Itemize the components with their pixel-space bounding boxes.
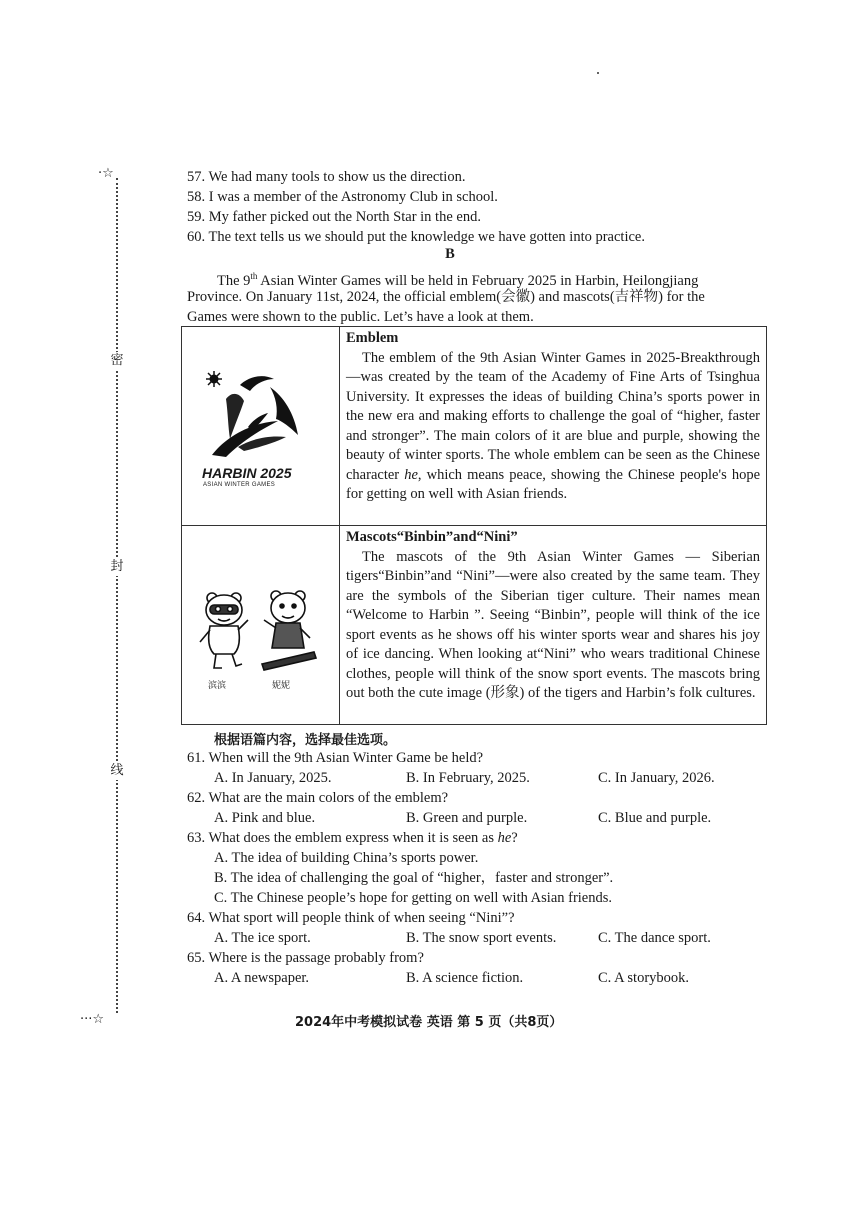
option-61-c: C. In January, 2026.	[598, 770, 715, 786]
emblem-logo-title: HARBIN 2025	[202, 465, 292, 481]
option-63-a: A. The idea of building China’s sports power.	[214, 850, 479, 866]
mascots-image-cell	[182, 526, 340, 725]
option-63-c: C. The Chinese people’s hope for getting on well with Asian friends.	[214, 890, 613, 906]
emblem-logo-icon	[182, 327, 339, 525]
emblem-logo	[182, 327, 339, 525]
binding-star-bottom: ···☆	[80, 1012, 105, 1027]
info-table	[181, 326, 767, 725]
statement-59: 59. My father picked out the North Star in the end.	[187, 209, 481, 225]
stray-dot	[597, 72, 599, 74]
question-63: 63. What does the emblem express when it is seen as he?	[187, 830, 518, 846]
option-64-c: C. The dance sport.	[598, 930, 711, 946]
mascots-icon	[182, 526, 339, 724]
binding-mark-line: 线	[106, 762, 128, 780]
option-64-b: B. The snow sport events.	[406, 930, 557, 946]
statement-60: 60. The text tells us we should put the knowledge we have gotten into practice.	[187, 229, 645, 245]
mascots-heading: Mascots“Binbin”and“Nini”	[346, 529, 518, 545]
mascot-label-binbin: 滨滨	[208, 681, 227, 691]
mascots-illustration	[182, 526, 339, 724]
binding-line	[116, 178, 118, 1013]
option-61-b: B. In February, 2025.	[406, 770, 530, 786]
option-62-a: A. Pink and blue.	[214, 810, 316, 826]
binding-star-top: ·☆	[98, 166, 114, 181]
emblem-text-cell	[340, 327, 767, 526]
emblem-logo-subtitle: ASIAN WINTER GAMES	[203, 482, 276, 488]
page-footer: 2024年中考模拟试卷 英语 第 5 页（共8页）	[295, 1015, 563, 1030]
mascot-label-nini: 妮妮	[272, 681, 291, 691]
instruction: 根据语篇内容，选择最佳选项。	[214, 733, 397, 748]
option-64-a: A. The ice sport.	[214, 930, 311, 946]
statement-57: 57. We had many tools to show us the direction.	[187, 169, 466, 185]
mascots-body: The mascots of the 9th Asian Winter Games — Siberian tigers“Binbin”and “Nini”—were also created by the same team. They are the symbols of the Siberian tiger culture. Their names mean “Welcome to Harbin ”. Seeing “Binbin”, people will think of the ice sport events as he shows off his winter sports wear and shares his joy of ice dancing. When looking at“Nini” who wears traditional Chinese clothes, people will think of the snow sport events. The mascots bring out both the cute image (形象) of the tigers and Harbin’s folk cultures.	[346, 548, 760, 701]
question-62: 62. What are the main colors of the emblem?	[187, 790, 449, 806]
mascots-text-cell	[340, 526, 767, 725]
question-65: 65. Where is the passage probably from?	[187, 950, 424, 966]
intro-line-3: Games were shown to the public. Let’s have a look at them.	[187, 309, 534, 325]
binding-mark-close: 封	[106, 558, 128, 576]
option-63-b: B. The idea of challenging the goal of “higher，faster and stronger”.	[214, 870, 614, 886]
option-61-a: A. In January, 2025.	[214, 770, 332, 786]
option-65-a: A. A newspaper.	[214, 970, 310, 986]
emblem-heading: Emblem	[346, 330, 399, 346]
option-62-b: B. Green and purple.	[406, 810, 528, 826]
question-64: 64. What sport will people think of when seeing “Nini”?	[187, 910, 515, 926]
option-65-b: B. A science fiction.	[406, 970, 524, 986]
section-letter: B	[445, 246, 455, 262]
statement-58: 58. I was a member of the Astronomy Club in school.	[187, 189, 498, 205]
emblem-body: The emblem of the 9th Asian Winter Games in 2025-Breakthrough—was created by the team of the Academy of Fine Arts of Tsinghua University. It expresses the ideas of building China’s sports power in the new era and making efforts to challenge the goal of “higher, faster and stronger”. The main colors of it are blue and purple, showing the beauty of winter sports. The whole emblem can be seen as the Chinese character he, which means peace, showing the Chinese people's hope for getting on well with Asian friends.	[346, 349, 760, 502]
emblem-image-cell	[182, 327, 340, 526]
intro-line-1: The 9th Asian Winter Games will be held in February 2025 in Harbin, Heilongjiang	[217, 271, 699, 289]
binding-mark-seal: 密	[106, 352, 128, 370]
question-61: 61. When will the 9th Asian Winter Game be held?	[187, 750, 484, 766]
option-65-c: C. A storybook.	[598, 970, 690, 986]
intro-line-2: Province. On January 11st, 2024, the official emblem(会徽) and mascots(吉祥物) for the	[187, 289, 705, 305]
option-62-c: C. Blue and purple.	[598, 810, 712, 826]
